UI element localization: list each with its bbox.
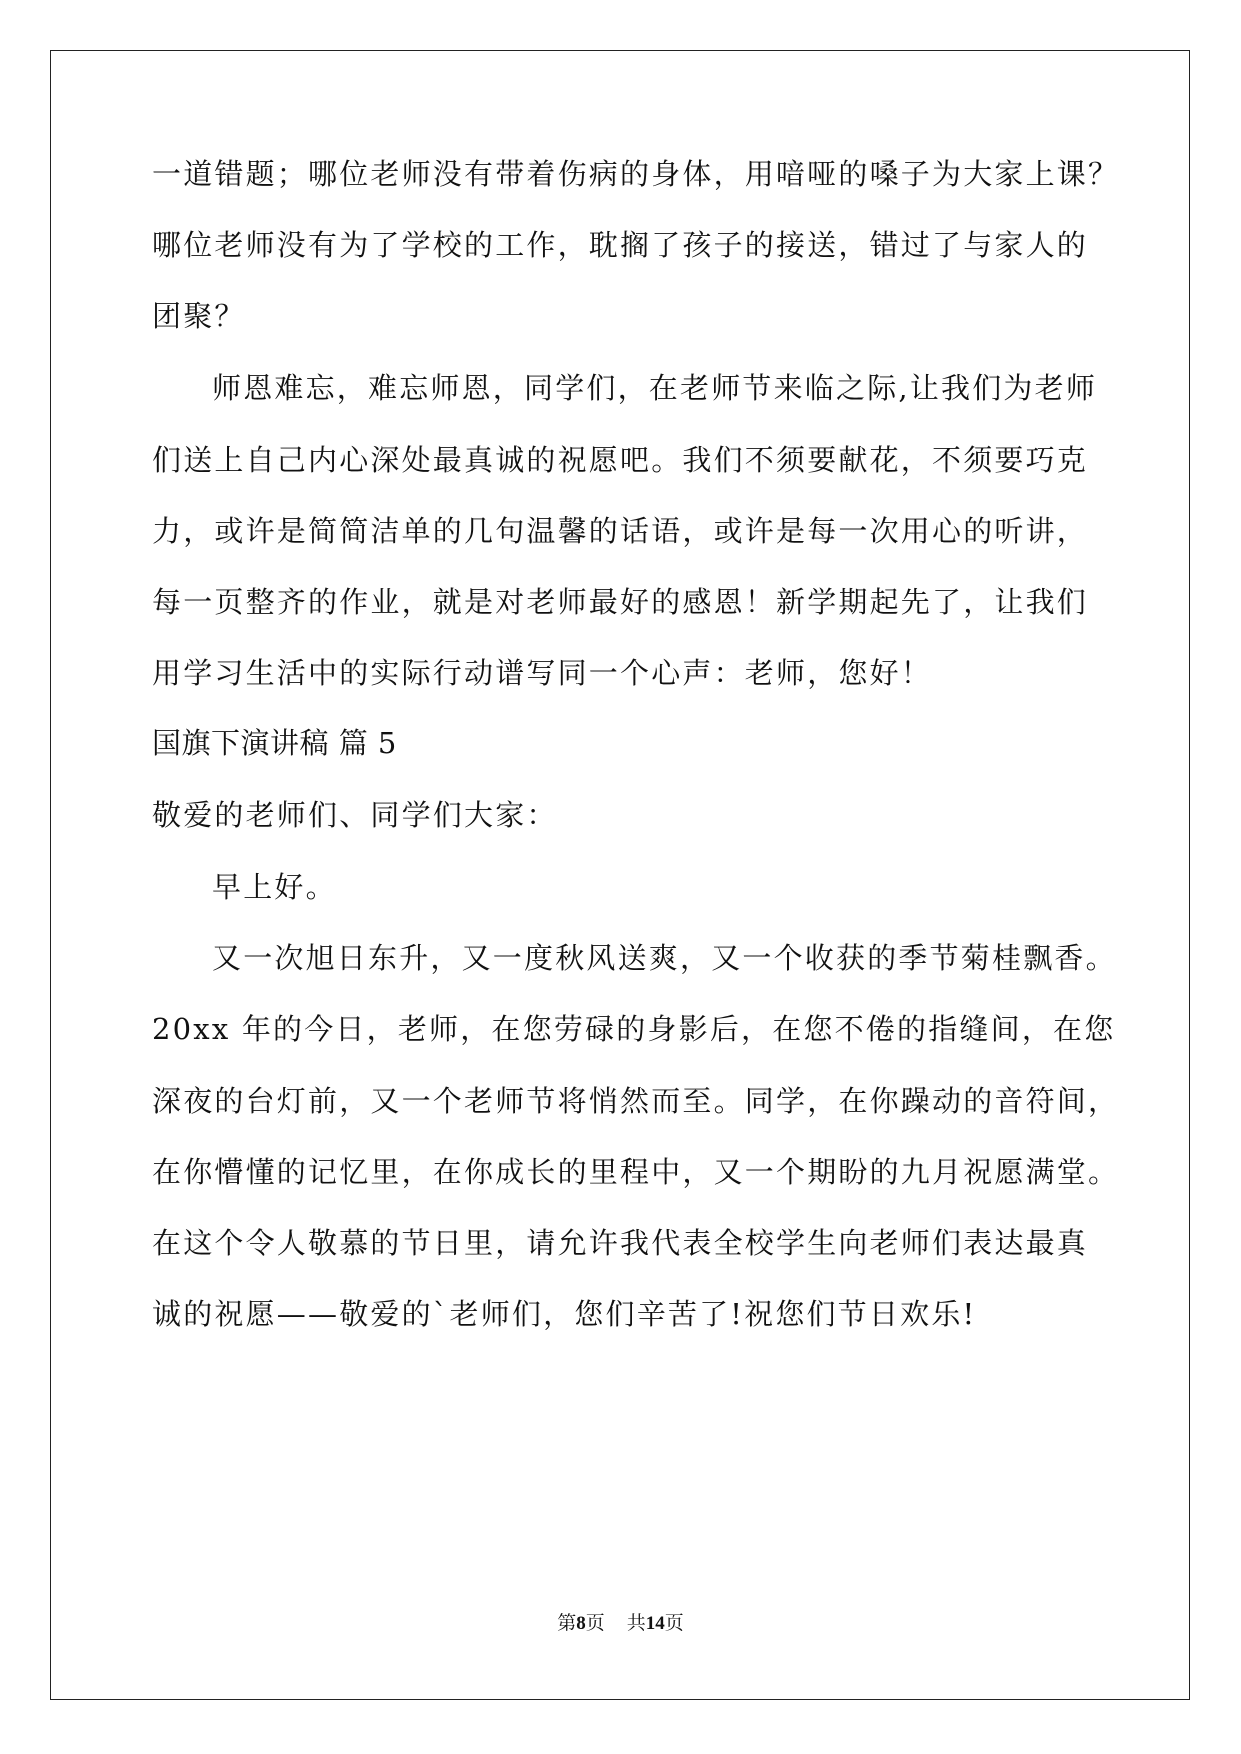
text-line-2: 哪位老师没有为了学校的工作，耽搁了孩子的接送，错过了与家人的: [152, 228, 1089, 262]
text-line-7: 每一页整齐的作业，就是对老师最好的感恩！新学期起先了，让我们: [152, 585, 1089, 619]
salutation: 敬爱的老师们、同学们大家：: [152, 798, 558, 832]
text-line-14: 深夜的台灯前，又一个老师节将悄然而至。同学，在你躁动的音符间，: [152, 1084, 1120, 1118]
text-line-3: 团聚？: [152, 299, 246, 333]
footer-page-suffix: 页: [585, 1613, 605, 1634]
total-pages-number: 14: [645, 1613, 665, 1634]
text-line-17: 诚的祝愿——敬爱的`老师们，您们辛苦了!祝您们节日欢乐!: [152, 1297, 977, 1331]
text-line-1: 一道错题；哪位老师没有带着伤病的身体，用喑哑的嗓子为大家上课？: [152, 157, 1120, 191]
footer-total-prefix: 共: [626, 1613, 646, 1634]
current-page-number: 8: [576, 1613, 586, 1634]
page-footer: [0, 1612, 1241, 1636]
text-line-16: 在这个令人敬慕的节日里，请允许我代表全校学生向老师们表达最真: [152, 1226, 1089, 1260]
text-line-6: 力，或许是简简洁单的几句温馨的话语，或许是每一次用心的听讲，: [152, 514, 1089, 548]
text-line-12: 又一次旭日东升，又一度秋风送爽，又一个收获的季节菊桂飘香。: [212, 941, 1117, 975]
footer-total-suffix: 页: [664, 1613, 684, 1634]
footer-prefix: 第: [557, 1613, 577, 1634]
text-line-8: 用学习生活中的实际行动谱写同一个心声：老师，您好！: [152, 656, 933, 690]
text-line-13: 20xx 年的今日，老师，在您劳碌的身影后，在您不倦的指缝间，在您: [152, 1012, 1116, 1046]
text-line-4: 师恩难忘，难忘师恩，同学们，在老师节来临之际,让我们为老师: [212, 371, 1098, 405]
greeting: 早上好。: [212, 870, 337, 904]
section-heading: 国旗下演讲稿 篇 5: [152, 726, 397, 760]
text-line-5: 们送上自己内心深处最真诚的祝愿吧。我们不须要献花，不须要巧克: [152, 443, 1089, 477]
text-line-15: 在你懵懂的记忆里，在你成长的里程中，又一个期盼的九月祝愿满堂。: [152, 1155, 1120, 1189]
